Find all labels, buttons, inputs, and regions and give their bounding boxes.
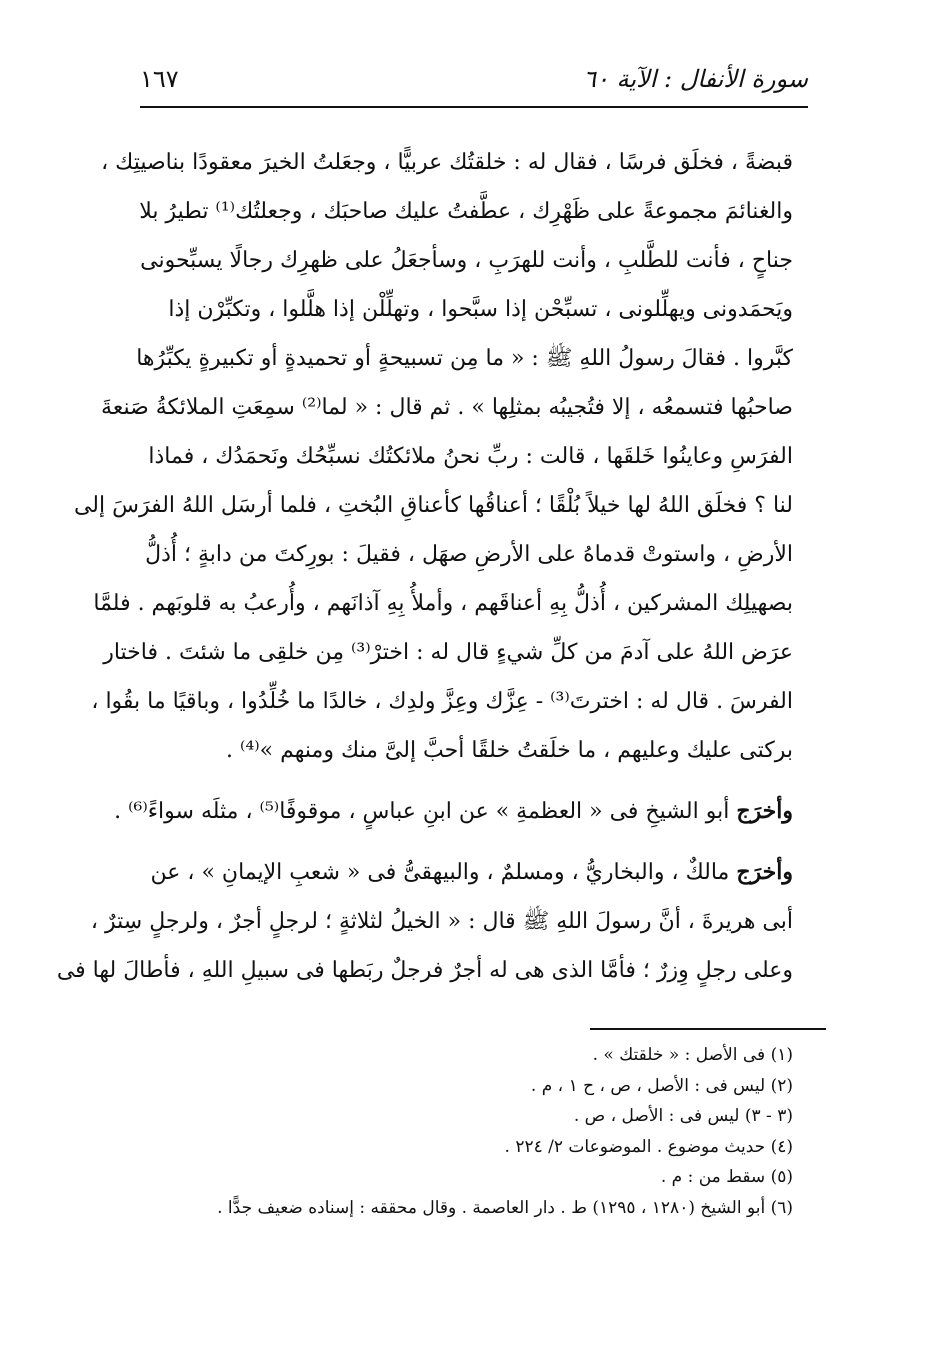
running-title: سورة الأنفال : الآية ٦٠ bbox=[583, 65, 808, 93]
footnotes bbox=[150, 1040, 793, 1223]
paragraph-lead-word: وأخرَج bbox=[736, 859, 793, 885]
page-number: ١٦٧ bbox=[140, 65, 179, 93]
paragraph-text: مالكٌ ، والبخاريُّ ، ومسلمٌ ، والبيهقىُّ فى « شعبِ الإيمانِ » ، عن bbox=[150, 860, 737, 885]
footnote: (٤) حديث موضوع . الموضوعات ٢/ ٢٢٤ . bbox=[504, 1136, 793, 1157]
text-line: لنا ؟ فخلَق اللهُ لها خيلاً بُلْقًا ؛ أعناقُها كأعناقِ البُختِ ، فلما أرسَل اللهُ الفرَسَ إلى bbox=[73, 493, 793, 518]
text-line: صاحبُها فتسمعُه ، إلا فتُجيبُه بمثلِها » . ثم قال : « لما⁽²⁾ سمِعَتِ الملائكةُ صَنعةَ bbox=[101, 395, 793, 420]
main-text bbox=[56, 138, 793, 995]
text-line: الأرضِ ، واستوتْ قدماهُ على الأرضِ صهَل ، فقيلَ : بورِكتَ من دابةٍ ؛ أُذلُّ bbox=[145, 542, 793, 567]
footnote: (٣ - ٣) ليس فى : الأصل ، ص . bbox=[573, 1106, 793, 1126]
text-line: الفرسَ . قال له : اخترتَ⁽³⁾ - عِزَّك وعِزَّ ولدِك ، خالدًا ما خُلِّدُوا ، وباقيًا ما بقُوا ، bbox=[91, 689, 793, 714]
footnote: (٢) ليس فى : الأصل ، ص ، ح ١ ، م . bbox=[530, 1075, 793, 1096]
footnote-rule bbox=[590, 1028, 826, 1030]
paragraph-gap bbox=[148, 775, 793, 787]
text-line: بصهيلِك المشركين ، أُذلُّ بِهِ أعناقَهم ، وأملأُ بِهِ آذانَهم ، وأُرعبُ به قلوبَهم . فلمَّا bbox=[93, 591, 793, 616]
text-line bbox=[148, 848, 793, 897]
footnote: (٦) أبو الشيخ (١٢٨٠ ، ١٢٩٥) ط . دار العاصمة . وقال محققه : إسناده ضعيف جدًّا . bbox=[217, 1197, 793, 1218]
footnote: (١) فى الأصل : « خلقتك » . bbox=[592, 1045, 793, 1065]
text-line: قبضةً ، فخلَق فرسًا ، فقال له : خلقتُك عربيًّا ، وجعَلتُ الخيرَ معقودًا بناصيتِك ، bbox=[101, 150, 793, 175]
paragraph-lead-word: وأخرَج bbox=[736, 798, 793, 824]
footnote: (٥) سقط من : م . bbox=[660, 1167, 793, 1187]
text-line: كبَّروا . فقالَ رسولُ اللهِ ﷺ : « ما مِن تسبيحةٍ أو تحميدةٍ أو تكبيرةٍ يكبِّرُها bbox=[136, 346, 793, 371]
paragraph-gap bbox=[148, 836, 793, 848]
text-line: الفرَسِ وعاينُوا خَلقَها ، قالت : ربِّ نحنُ ملائكتُك نسبِّحُك ونَحمَدُك ، فماذا bbox=[148, 444, 793, 469]
text-line: عرَض اللهُ على آدمَ من كلِّ شيءٍ قال له : اخترْ⁽³⁾ مِن خلقِى ما شئتَ . فاختار bbox=[103, 640, 793, 665]
text-line: جناحٍ ، فأنت للطَّلبِ ، وأنت للهرَبِ ، وسأجعَلُ على ظهرِك رجالًا يسبِّحونى bbox=[140, 248, 793, 273]
text-line: بركتى عليك وعليهم ، ما خلَقتُ خلقًا أحبَّ إلىَّ منك ومنهم »⁽⁴⁾ . bbox=[226, 738, 793, 763]
paragraph-text: أبو الشيخِ فى « العظمةِ » عن ابنِ عباسٍ ، موقوفًا⁽⁵⁾ ، مثلَه سواءً⁽⁶⁾ . bbox=[114, 799, 737, 824]
text-line: والغنائمَ مجموعةً على ظَهْرِك ، عطَّفتُ عليك صاحبَك ، وجعلتُك⁽¹⁾ تطيرُ بلا bbox=[139, 199, 793, 224]
text-line bbox=[114, 787, 793, 836]
text-line: أبى هريرةَ ، أنَّ رسولَ اللهِ ﷺ قال : « الخيلُ لثلاثةٍ ؛ لرجلٍ أجرٌ ، ولرجلٍ سِترٌ ، bbox=[90, 909, 793, 934]
header-rule bbox=[140, 106, 808, 108]
text-line: ويَحمَدونى ويهلِّلونى ، تسبِّحْن إذا سبَّحوا ، وتهلِّلْن إذا هلَّلوا ، وتكبِّرْن إذا bbox=[168, 297, 793, 322]
text-line: وعلى رجلٍ وِزرٌ ؛ فأمَّا الذى هى له أجرٌ فرجلٌ ربَطها فى سبيلِ اللهِ ، فأطالَ لها فى bbox=[56, 958, 793, 983]
running-header bbox=[140, 56, 808, 102]
